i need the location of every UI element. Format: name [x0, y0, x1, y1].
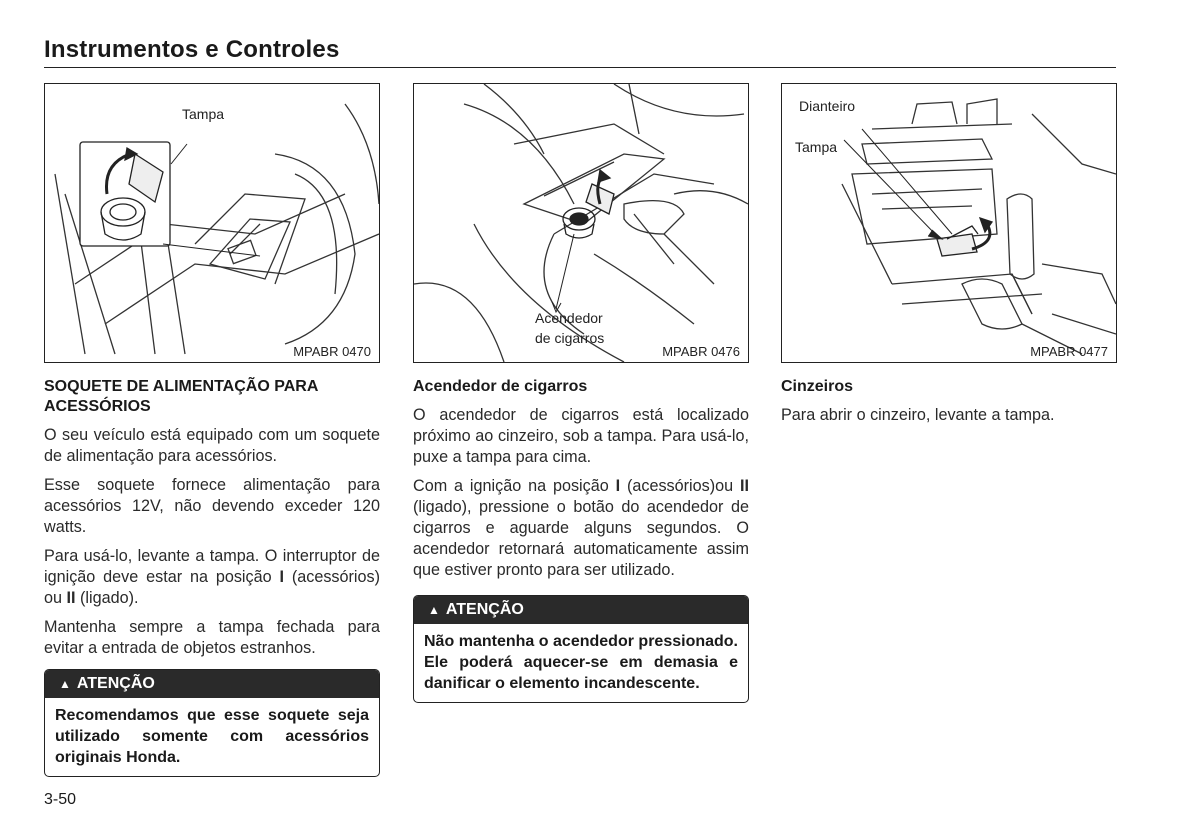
- title-divider: [44, 67, 1116, 68]
- text-run: (ligado).: [75, 589, 139, 607]
- paragraph: O acendedor de cigarros está localizado próximo ao cinzeiro, sob a tampa. Para usá-lo, puxe a tampa para cima.: [413, 406, 749, 466]
- figure-cigarette-lighter: [413, 83, 749, 363]
- warning-triangle-icon: ▲: [59, 677, 71, 691]
- section-heading: [44, 377, 380, 417]
- figure-code: MPABR 0476: [662, 344, 740, 359]
- ashtray-illustration: [782, 84, 1116, 362]
- paragraph: Mantenha sempre a tampa fechada para evitar a entrada de objetos estranhos.: [44, 618, 380, 657]
- figure-ashtray: [781, 83, 1117, 363]
- paragraph: [44, 546, 380, 609]
- ignition-position-label: II: [740, 477, 750, 495]
- figure-label-acendedor: Acendedor: [535, 310, 603, 326]
- accessory-socket-illustration: [45, 84, 379, 362]
- paragraph: O seu veículo está equipado com um soquete de alimentação para acessórios.: [44, 426, 380, 465]
- text-run: (acessórios) ou: [44, 568, 380, 607]
- section-heading: Acendedor de cigarros: [413, 378, 588, 395]
- section-heading: Cinzeiros: [781, 378, 854, 395]
- warning-body: Não mantenha o acendedor pressionado. Ele poderá aquecer-se em demasia e danificar o elemento incandescente.: [424, 633, 738, 692]
- figure-label-tampa: Tampa: [182, 106, 225, 122]
- text-run: (acessórios)ou: [620, 477, 741, 495]
- column-cigarette-lighter: [413, 83, 749, 703]
- warning-header: [414, 596, 748, 624]
- page-number: 3-50: [44, 791, 77, 808]
- ignition-position-label: I: [279, 568, 284, 586]
- figure-label-dianteiro: Dianteiro: [799, 98, 856, 114]
- paragraph: Para abrir o cinzeiro, levante a tampa.: [781, 406, 1055, 424]
- column-accessory-socket: [44, 83, 380, 777]
- paragraph: [413, 476, 749, 581]
- paragraph: Esse soquete fornece alimentação para acessórios 12V, não devendo exceder 120 watts.: [44, 476, 380, 536]
- warning-body: Recomendamos que esse soquete seja utilizado somente com acessórios originais Honda.: [55, 707, 369, 766]
- warning-box: [413, 595, 749, 703]
- column-ashtray: [781, 83, 1117, 426]
- figure-code: MPABR 0477: [1030, 344, 1108, 359]
- figure-label-de-cigarros: de cigarros: [535, 330, 605, 346]
- page-title: Instrumentos e Controles: [44, 36, 340, 63]
- figure-label-tampa: Tampa: [795, 139, 838, 155]
- section-heading-line: SOQUETE DE ALIMENTAÇÃO PARA: [44, 378, 319, 395]
- text-run: Para usá-lo, levante a tampa. O interruptor de ignição deve estar na posição: [44, 547, 380, 586]
- ignition-position-label: II: [66, 589, 76, 607]
- warning-triangle-icon: ▲: [428, 603, 440, 617]
- figure-accessory-socket: [44, 83, 380, 363]
- warning-title: ATENÇÃO: [76, 675, 155, 692]
- warning-title: ATENÇÃO: [445, 601, 524, 618]
- text-run: Com a ignição na posição: [413, 477, 616, 495]
- ignition-position-label: I: [615, 477, 621, 495]
- warning-box: [44, 669, 380, 777]
- section-heading-line: ACESSÓRIOS: [44, 398, 151, 415]
- text-run: (ligado), pressione o botão do acendedor de cigarros e aguarde alguns segundos. O acendedor retornará automaticamente assim que estiver pronto para ser utilizado.: [413, 498, 749, 579]
- warning-header: [45, 670, 379, 698]
- figure-code: MPABR 0470: [293, 344, 371, 359]
